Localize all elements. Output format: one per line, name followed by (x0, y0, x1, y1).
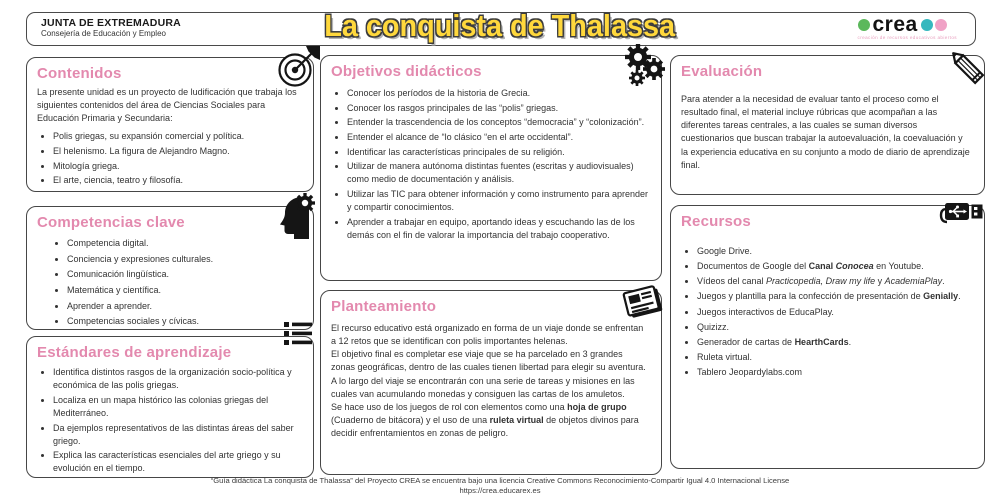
list-item: • Ruleta virtual. (697, 351, 972, 364)
competencias-list (37, 237, 301, 328)
contenidos-list (37, 130, 301, 187)
planteamiento-box (320, 290, 662, 475)
list-item: • Competencias sociales y cívicas. (67, 315, 301, 328)
license-text: “Guía didáctica La conquista de Thalassa” del Proyecto CREA se encuentra bajo una licencia Creative Commons Reconocimiento-Compartir Igual 4.0 Internacional License (210, 475, 790, 485)
list-item: • Competencia digital. (67, 237, 301, 250)
estandares-title: Estándares de aprendizaje (37, 344, 232, 361)
list-item: • Identificar las características principales de su religión. (347, 146, 649, 159)
evaluacion-text: Para atender a la necesidad de evaluar tanto el proceso como el resultado final, el material incluye rúbricas que acompañan a las diferentes tareas centrales, a las cuales se suman diversos cuestionarios que buscan trabajar la autoevaluación, la coevaluación y la experiencia educativa en su conjunto a modo de diario de aprendizaje final. (681, 94, 970, 170)
list-item: • Explica las características esenciales del arte griego y su evolución en el tiempo. (53, 449, 301, 475)
list-item: • Conocer los períodos de la historia de Grecia. (347, 87, 649, 100)
list-item: • Quizizz. (697, 321, 972, 334)
crea-wordmark: crea (872, 13, 918, 36)
recursos-title: Recursos (681, 213, 751, 230)
contenidos-title: Contenidos (37, 65, 122, 82)
contenidos-intro: La presente unidad es un proyecto de ludificación que trabaja los siguientes contenidos del área de Ciencias Sociales para Educación Primaria y Secundaria: (37, 87, 297, 124)
org-name: JUNTA DE EXTREMADURA (41, 17, 181, 29)
list-item: • Tablero Jeopardylabs.com (697, 366, 972, 379)
list-item: • Identifica distintos rasgos de la organización socio-política y económica de las polis griegas. (53, 366, 301, 392)
list-item: • Entender el alcance de “lo clásico “en el arte occidental”. (347, 131, 649, 144)
planteamiento-text (331, 322, 649, 440)
list-item: • Aprender a trabajar en equipo, aportando ideas y escuchando las de los demás con el fin de valorar la importancia del trabajo cooperativo. (347, 216, 649, 242)
crea-tagline: creación de recursos educativos abiertos (857, 35, 957, 40)
gears-icon (623, 44, 665, 88)
paragraph: El recurso educativo está organizado en forma de un viaje donde se enfrentan a 12 retos que se identifican con polis importantes helenas. (331, 323, 644, 347)
list-item: • Entender la trascendencia de los conceptos “democracia” y “colonización”. (347, 116, 649, 129)
list-item: • Juegos y plantilla para la confección de presentación de Genially. (697, 290, 972, 303)
list-item: • Conocer los rasgos principales de las “polis” griegas. (347, 102, 649, 115)
estandares-list (37, 366, 301, 476)
list-icon (283, 320, 313, 348)
list-item: • Utilizar de manera autónoma distintas fuentes (escritas y audiovisuales) como medio de documentación y análisis. (347, 160, 649, 186)
objetivos-box (320, 55, 662, 281)
list-item: • Utilizar las TIC para obtener información y como instrumento para aprender y compartir conocimientos. (347, 188, 649, 214)
footer (0, 476, 1000, 497)
planteamiento-title: Planteamiento (331, 298, 437, 315)
list-item: • Comunicación lingüística. (67, 268, 301, 281)
paragraph: A lo largo del viaje se encontrarán con una serie de tareas y misiones en las cuales van acumulando monedas y consiguen las cartas de los amuletos. (331, 375, 635, 399)
list-item: • Google Drive. (697, 245, 972, 258)
org-dept: Consejería de Educación y Empleo (41, 29, 166, 39)
list-item: • Documentos de Google del Canal Conocea en Youtube. (697, 260, 972, 273)
head-gear-icon (275, 193, 315, 239)
list-item: • Juegos interactivos de EducaPlay. (697, 306, 972, 319)
recursos-box (670, 205, 985, 469)
paragraph: El objetivo final es completar ese viaje que se ha parcelado en 3 grandes zonas geográficas, dentro de las cuales tienen libertad para elegir su aventura. (331, 349, 646, 373)
list-item: • Vídeos del canal Practicopedia, Draw my life y AcademiaPlay. (697, 275, 972, 288)
newspaper-icon (621, 281, 665, 323)
usb-drive-icon (938, 198, 988, 228)
competencias-title: Competencias clave (37, 214, 185, 231)
competencias-box (26, 206, 314, 330)
objetivos-title: Objetivos didácticos (331, 63, 482, 80)
estandares-box (26, 336, 314, 478)
list-item: • Matemática y científica. (67, 284, 301, 297)
list-item: • Conciencia y expresiones culturales. (67, 253, 301, 266)
list-item: • Da ejemplos representativos de las distintas áreas del saber griego. (53, 422, 301, 448)
list-item: • Mitología griega. (53, 160, 301, 173)
objetivos-list (331, 87, 649, 242)
paragraph: Se hace uso de los juegos de rol con elementos como una hoja de grupo (Cuaderno de bitácora) y el uso de una ruleta virtual de objetos divinos para decidir enfrentamientos en zonas de peligro. (331, 401, 639, 438)
pencil-icon (944, 44, 990, 90)
list-item: • Aprender a aprender. (67, 300, 301, 313)
list-item: • Polis griegas, su expansión comercial y política. (53, 130, 301, 143)
footer-url: https://crea.educarex.es (459, 485, 541, 495)
page-title: La conquista de Thalassa (324, 8, 676, 43)
list-item: • El arte, ciencia, teatro y filosofía. (53, 174, 301, 187)
target-dart-icon (275, 45, 323, 91)
list-item: • Localiza en un mapa histórico las colonias griegas del Mediterráneo. (53, 394, 301, 420)
recursos-list (681, 245, 972, 379)
evaluacion-box (670, 55, 985, 195)
list-item: • El helenismo. La figura de Alejandro Magno. (53, 145, 301, 158)
list-item: • Generador de cartas de HearthCards. (697, 336, 972, 349)
evaluacion-title: Evaluación (681, 63, 763, 80)
contenidos-box (26, 57, 314, 192)
